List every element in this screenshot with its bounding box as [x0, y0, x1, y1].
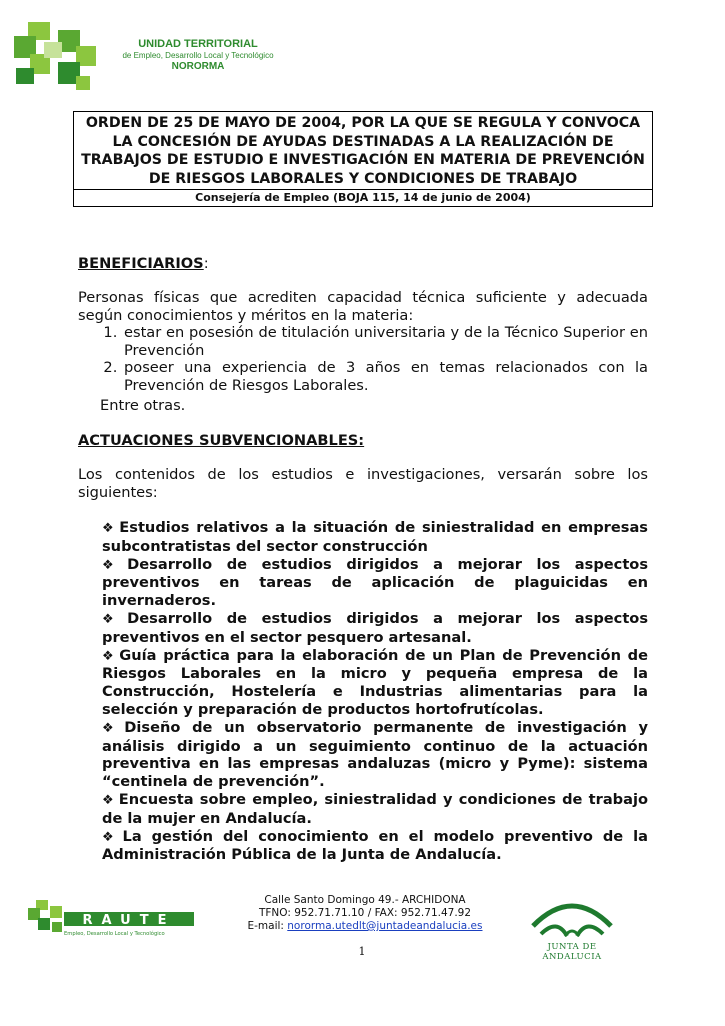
actuaciones-intro: Los contenidos de los estudios e investigaciones, versarán sobre los siguientes:	[78, 466, 648, 501]
requirement-item: 2. poseer una experiencia de 3 años en temas relacionados con la Prevención de Riesgos Laborales.	[122, 359, 648, 394]
beneficiarios-heading-line	[78, 255, 648, 273]
beneficiarios-heading: BENEFICIARIOS	[78, 255, 204, 272]
requirements-list	[78, 324, 648, 394]
list-item: ❖ Encuesta sobre empleo, siniestralidad y condiciones de trabajo de la mujer en Andalucía.	[102, 790, 648, 827]
list-item: ❖ La gestión del conocimiento en el modelo preventivo de la Administración Pública de la Junta de Andalucía.	[102, 827, 648, 864]
page-number: 1	[358, 945, 366, 958]
document-title-box	[73, 111, 653, 207]
footer-contact	[240, 894, 490, 933]
document-title: ORDEN DE 25 DE MAYO DE 2004, POR LA QUE SE REGULA Y CONVOCA LA CONCESIÓN DE AYUDAS DESTINADAS A LA REALIZACIÓN DE TRABAJOS DE ESTUDIO E INVESTIGACIÓN EN MATERIA DE PREVENCIÓN DE RIESGOS LABORALES Y CONDICIONES DE TRABAJO	[81, 115, 645, 187]
org-name-line1: UNIDAD TERRITORIAL	[138, 38, 258, 50]
diamond-bullet-icon: ❖	[102, 829, 119, 845]
list-item: ❖ Guía práctica para la elaboración de un Plan de Prevención de Riesgos Laborales en la micro y pequeña empresa de la Construcción, Hostelería e Industrias alimentarias para la selección y preparación de productos hortofrutícolas.	[102, 646, 649, 718]
requirement-item: 1. estar en posesión de titulación universitaria y de la Técnico Superior en Prevención	[122, 324, 648, 359]
raute-wordmark: RAUTE	[82, 913, 176, 928]
footer-phone: TFNO: 952.71.71.10 / FAX: 952.71.47.92	[258, 907, 472, 919]
diamond-bullet-icon: ❖	[102, 611, 124, 627]
unidad-territorial-logo	[14, 22, 98, 92]
beneficiarios-outro: Entre otras.	[100, 397, 186, 414]
heading-colon: :	[203, 255, 209, 272]
raute-logo	[28, 900, 198, 940]
list-item: ❖ Estudios relativos a la situación de siniestralidad en empresas subcontratistas del sector construcción	[102, 519, 648, 555]
list-item: ❖ Desarrollo de estudios dirigidos a mejorar los aspectos preventivos en el sector pesquero artesanal.	[102, 609, 649, 646]
raute-tagline: Empleo, Desarrollo Local y Tecnológico	[64, 931, 165, 937]
junta-de-andalucia-label: JUNTA DE ANDALUCIA	[542, 942, 602, 962]
actuaciones-heading: ACTUACIONES SUBVENCIONABLES:	[78, 432, 365, 449]
list-item: ❖ Diseño de un observatorio permanente de investigación y análisis dirigido a un seguimiento continuo de la actuación preventiva en las empresas andaluzas (micro y Pyme): sistema “centinela de prevención”.	[102, 718, 648, 791]
beneficiarios-intro: Personas físicas que acrediten capacidad técnica suficiente y adecuada según conocimientos y méritos en la materia:	[78, 289, 648, 324]
footer-address: Calle Santo Domingo 49.- ARCHIDONA	[264, 894, 466, 906]
footer-email-label: E-mail:	[247, 920, 288, 932]
list-item: ❖ Desarrollo de estudios dirigidos a mejorar los aspectos preventivos en tareas de aplicación de plaguicidas en invernaderos.	[102, 555, 649, 610]
diamond-bullet-icon: ❖	[102, 720, 121, 736]
organization-name	[108, 38, 288, 72]
diamond-bullet-icon: ❖	[102, 648, 116, 664]
org-name-line3: NORORMA	[171, 61, 225, 72]
actuaciones-heading-line	[78, 432, 648, 450]
diamond-bullet-icon: ❖	[102, 792, 115, 808]
diamond-bullet-icon: ❖	[102, 521, 116, 536]
footer-email-link[interactable]: nororma.utedlt@juntadeandalucia.es	[287, 920, 483, 932]
org-name-line2: de Empleo, Desarrollo Local y Tecnológico	[122, 51, 274, 60]
footer-email-line	[240, 920, 490, 933]
actuaciones-list	[102, 519, 648, 864]
document-subtitle: Consejería de Empleo (BOJA 115, 14 de junio de 2004)	[74, 189, 652, 206]
diamond-bullet-icon: ❖	[102, 557, 124, 573]
